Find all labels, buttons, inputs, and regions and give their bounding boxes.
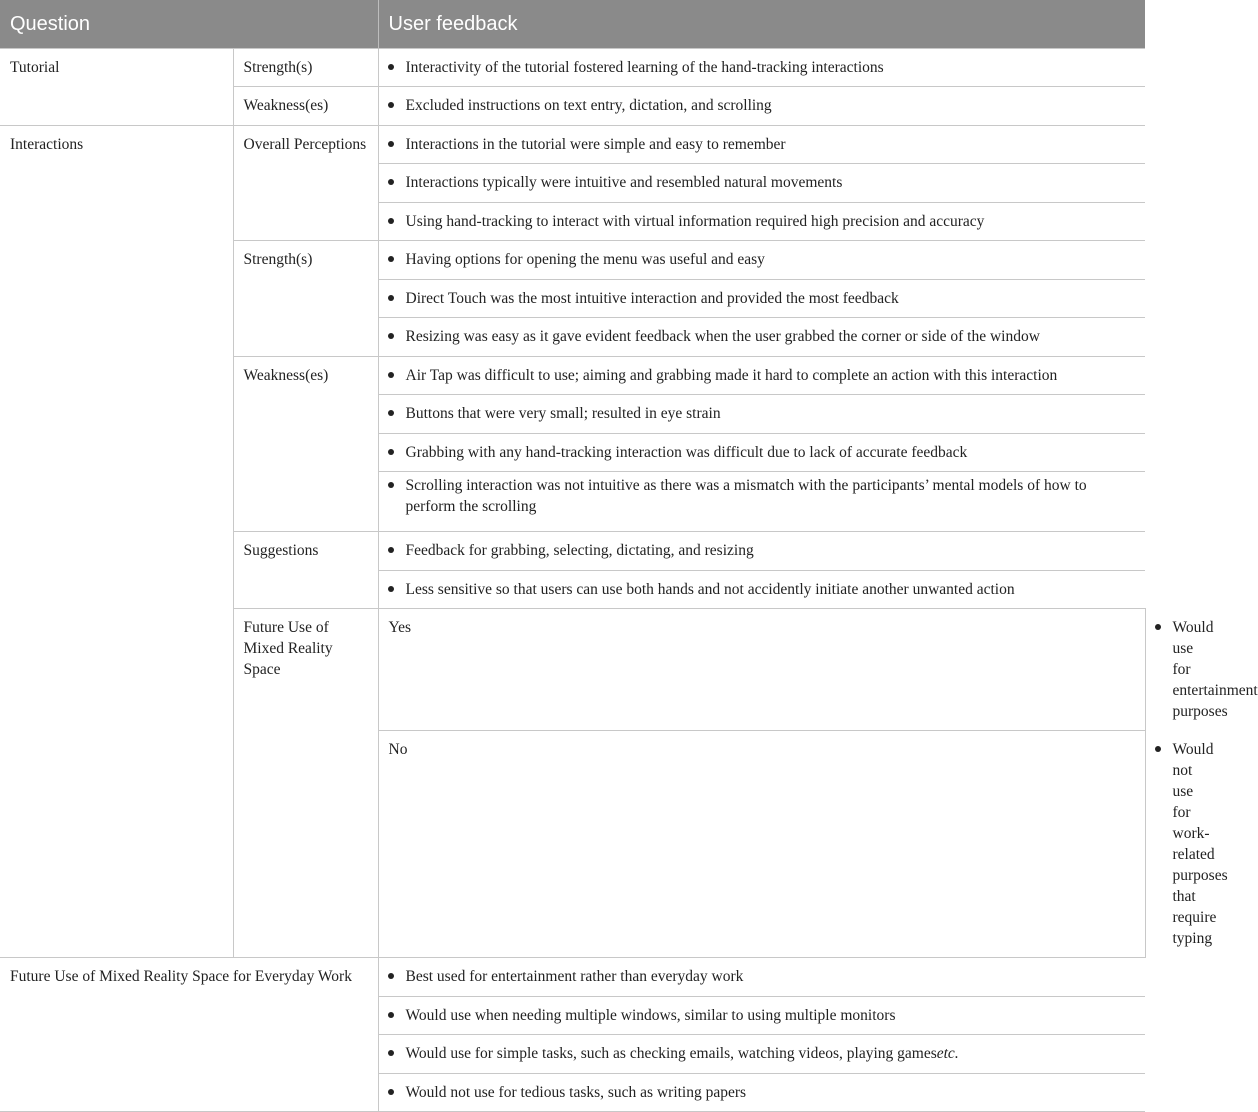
- header-question: Question: [0, 0, 378, 49]
- bullet-icon: [388, 449, 394, 455]
- feedback-text: Having options for opening the menu was useful and easy: [405, 251, 765, 268]
- feedback-cell: [378, 395, 1145, 434]
- bullet-icon: [388, 333, 394, 339]
- bullet-icon: [388, 973, 394, 979]
- feedback-text: Best used for entertainment rather than everyday work: [405, 968, 744, 985]
- feedback-cell: [378, 280, 1145, 318]
- subcategory-cell: Suggestions: [233, 532, 378, 609]
- feedback-cell: [378, 87, 1145, 126]
- feedback-text: Would use for simple tasks, such as checking emails, watching videos, playing games: [405, 1045, 937, 1062]
- feedback-cell: [378, 532, 1145, 571]
- subcategory-cell: Weakness(es): [233, 357, 378, 532]
- subcategory-cell: Strength(s): [233, 241, 378, 357]
- bullet-icon: [388, 256, 394, 262]
- question-cell: Interactions: [0, 126, 233, 958]
- feedback-cell: [378, 241, 1145, 280]
- feedback-cell: [378, 997, 1145, 1035]
- feedback-cell: [378, 472, 1145, 532]
- feedback-text: Using hand-tracking to interact with virtual information required high precision and accuracy: [405, 213, 985, 230]
- feedback-text: Interactivity of the tutorial fostered learning of the hand-tracking interactions: [405, 59, 884, 76]
- feedback-text: Air Tap was difficult to use; aiming and grabbing made it hard to complete an action with this interaction: [405, 367, 1058, 384]
- feedback-text: Would use for entertainment purposes: [1172, 619, 1258, 720]
- feedback-text: Direct Touch was the most intuitive interaction and provided the most feedback: [405, 290, 899, 307]
- feedback-cell: [378, 434, 1145, 472]
- bullet-icon: [388, 179, 394, 185]
- feedback-cell: [378, 958, 1145, 997]
- feedback-text: Would not use for tedious tasks, such as writing papers: [405, 1084, 747, 1101]
- feedback-cell: [378, 49, 1145, 87]
- table-header-row: [0, 0, 1145, 49]
- subcategory-cell: Weakness(es): [233, 87, 378, 126]
- feedback-text: Excluded instructions on text entry, dictation, and scrolling: [405, 97, 772, 114]
- feedback-text: Would not use for work-related purposes that require typing: [1172, 741, 1228, 947]
- bullet-icon: [388, 141, 394, 147]
- bullet-icon: [388, 102, 394, 108]
- feedback-cell: [378, 571, 1145, 609]
- feedback-text: Less sensitive so that users can use both hands and not accidently initiate another unwanted action: [405, 581, 1015, 598]
- subcategory-cell: No: [378, 731, 1145, 958]
- bullet-icon: [388, 1050, 394, 1056]
- bullet-icon: [1155, 624, 1161, 630]
- feedback-text: Interactions in the tutorial were simple and easy to remember: [405, 136, 786, 153]
- feedback-text: Interactions typically were intuitive and resembled natural movements: [405, 174, 843, 191]
- question-cell: Future Use of Mixed Reality Space for Everyday Work: [0, 958, 378, 1112]
- subcategory-cell: Strength(s): [233, 49, 378, 87]
- bullet-icon: [1155, 746, 1161, 752]
- question-cell: Future Use of Mixed Reality Space: [233, 609, 378, 958]
- table-row: [0, 958, 1145, 997]
- feedback-cell: [378, 357, 1145, 395]
- feedback-emphasis: etc.: [936, 1045, 959, 1062]
- feedback-text: Grabbing with any hand-tracking interaction was difficult due to lack of accurate feedback: [405, 444, 968, 461]
- bullet-icon: [388, 1012, 394, 1018]
- question-cell: Tutorial: [0, 49, 233, 126]
- bullet-icon: [388, 64, 394, 70]
- feedback-text: Scrolling interaction was not intuitive as there was a mismatch with the participants’ mental models of how to perform the scrolling: [405, 477, 1087, 515]
- feedback-cell: [378, 1074, 1145, 1112]
- feedback-text: Resizing was easy as it gave evident feedback when the user grabbed the corner or side of the window: [405, 328, 1040, 345]
- feedback-text: Buttons that were very small; resulted in eye strain: [405, 405, 721, 422]
- table-row: [0, 49, 1145, 87]
- bullet-icon: [388, 1089, 394, 1095]
- subcategory-cell: Overall Perceptions: [233, 126, 378, 241]
- subcategory-cell: Yes: [378, 609, 1145, 731]
- header-user-feedback: User feedback: [378, 0, 1145, 49]
- bullet-icon: [388, 482, 394, 488]
- feedback-cell: [378, 126, 1145, 164]
- feedback-cell: [378, 1035, 1145, 1074]
- bullet-icon: [388, 295, 394, 301]
- bullet-icon: [388, 586, 394, 592]
- feedback-cell: [378, 164, 1145, 203]
- bullet-icon: [388, 372, 394, 378]
- feedback-cell: [378, 318, 1145, 357]
- feedback-text: Would use when needing multiple windows, similar to using multiple monitors: [405, 1007, 896, 1024]
- feedback-text: Feedback for grabbing, selecting, dictating, and resizing: [405, 542, 754, 559]
- bullet-icon: [388, 410, 394, 416]
- table-row: [0, 126, 1145, 164]
- feedback-cell: [378, 203, 1145, 241]
- bullet-icon: [388, 218, 394, 224]
- bullet-icon: [388, 547, 394, 553]
